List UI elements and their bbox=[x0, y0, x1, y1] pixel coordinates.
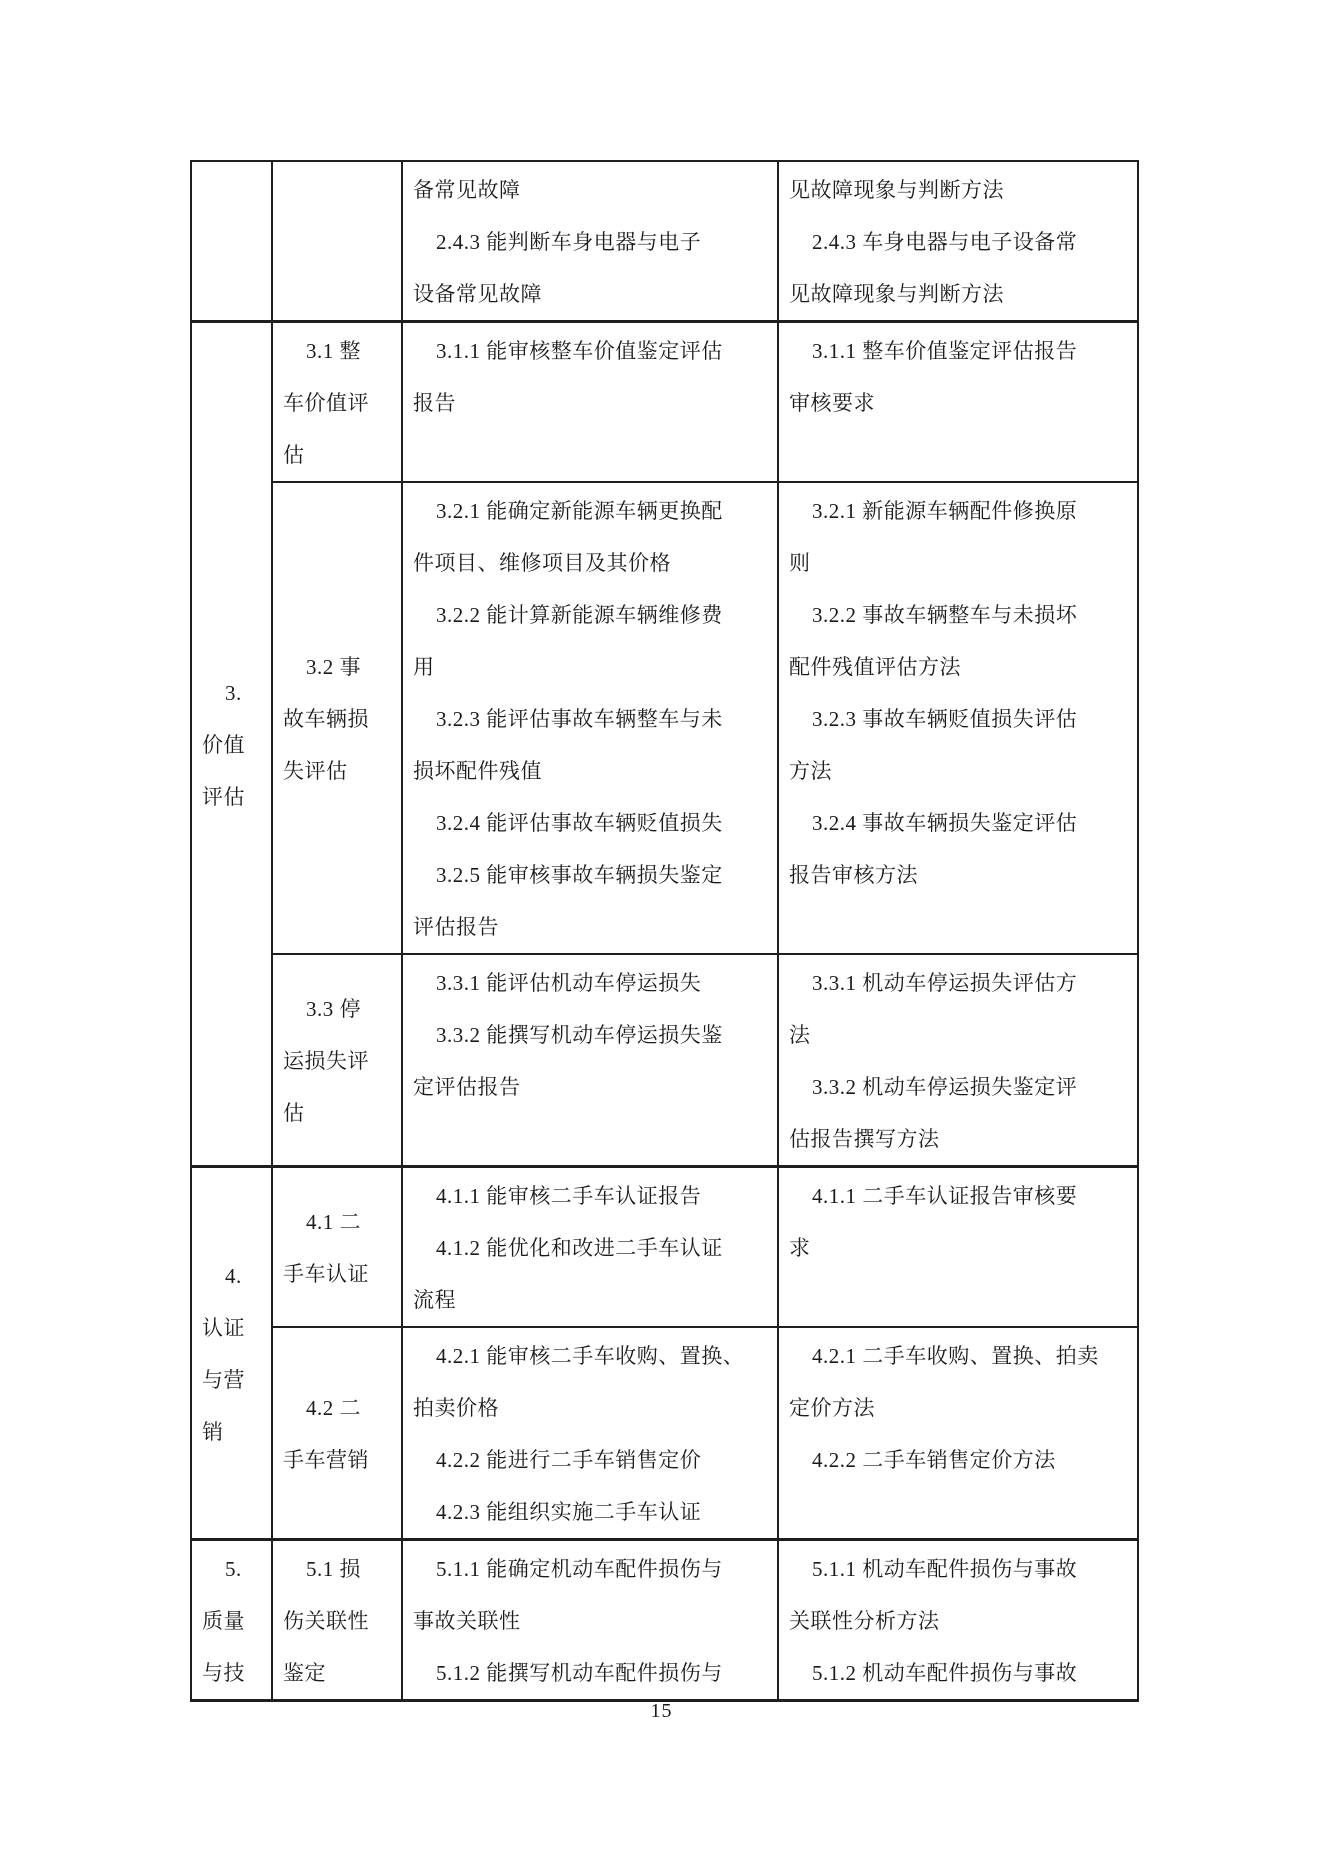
text-line: 3.2.4 事故车辆损失鉴定评估 bbox=[812, 811, 1078, 835]
text-line: 配件残值评估方法 bbox=[789, 655, 961, 679]
table-row bbox=[191, 1540, 1138, 1701]
category-cell bbox=[191, 1167, 272, 1540]
text-line: 价值 bbox=[202, 733, 245, 757]
skill-requirement-cell bbox=[402, 482, 778, 954]
skill-requirement-cell bbox=[402, 161, 778, 322]
work-task-cell bbox=[272, 1327, 402, 1540]
text-line: 见故障现象与判断方法 bbox=[789, 282, 1004, 306]
text-line: 2.4.3 能判断车身电器与电子 bbox=[436, 230, 702, 254]
skill-requirement-cell bbox=[402, 1167, 778, 1328]
text-line: 5.1 损 bbox=[306, 1557, 361, 1581]
text-line: 3.2.1 新能源车辆配件修换原 bbox=[812, 499, 1078, 523]
text-line: 评估 bbox=[202, 785, 245, 809]
text-line: 4.2.3 能组织实施二手车认证 bbox=[436, 1500, 702, 1524]
text-line: 拍卖价格 bbox=[413, 1396, 499, 1420]
text-line: 法 bbox=[789, 1023, 811, 1047]
text-line: 审核要求 bbox=[789, 391, 875, 415]
text-line: 车价值评 bbox=[283, 391, 369, 415]
text-line: 4.2.1 二手车收购、置换、拍卖 bbox=[812, 1344, 1099, 1368]
text-line: 3.2.3 事故车辆贬值损失评估 bbox=[812, 707, 1078, 731]
text-line: 定价方法 bbox=[789, 1396, 875, 1420]
text-line: 报告 bbox=[413, 391, 456, 415]
text-line: 估 bbox=[283, 443, 305, 467]
skill-requirement-cell bbox=[402, 1327, 778, 1540]
text-line: 定评估报告 bbox=[413, 1075, 521, 1099]
text-line: 运损失评 bbox=[283, 1049, 369, 1073]
text-line: 失评估 bbox=[283, 759, 348, 783]
skill-requirement-cell bbox=[402, 954, 778, 1167]
table-row bbox=[191, 322, 1138, 483]
skill-requirement-cell bbox=[402, 322, 778, 483]
text-line: 4.1.2 能优化和改进二手车认证 bbox=[436, 1236, 723, 1260]
text-line: 伤关联性 bbox=[283, 1609, 369, 1633]
text-line: 3. bbox=[225, 681, 242, 705]
text-line: 3.3.2 机动车停运损失鉴定评 bbox=[812, 1075, 1078, 1099]
text-line: 销 bbox=[202, 1420, 224, 1444]
knowledge-requirement-cell bbox=[778, 1327, 1138, 1540]
text-line: 3.2.2 能计算新能源车辆维修费 bbox=[436, 603, 723, 627]
text-line: 求 bbox=[789, 1236, 811, 1260]
category-cell bbox=[191, 322, 272, 1167]
text-line: 4. bbox=[225, 1264, 242, 1288]
text-line: 5.1.1 能确定机动车配件损伤与 bbox=[436, 1557, 723, 1581]
text-line: 4.1.1 二手车认证报告审核要 bbox=[812, 1184, 1078, 1208]
category-cell bbox=[191, 1540, 272, 1701]
text-line: 4.2.2 二手车销售定价方法 bbox=[812, 1448, 1056, 1472]
text-line: 4.2 二 bbox=[306, 1396, 361, 1420]
text-line: 3.2.3 能评估事故车辆整车与未 bbox=[436, 707, 723, 731]
work-task-cell bbox=[272, 482, 402, 954]
knowledge-requirement-cell bbox=[778, 482, 1138, 954]
text-line: 3.3.2 能撰写机动车停运损失鉴 bbox=[436, 1023, 723, 1047]
text-line: 流程 bbox=[413, 1288, 456, 1312]
text-line: 5.1.2 能撰写机动车配件损伤与 bbox=[436, 1661, 723, 1685]
knowledge-requirement-cell bbox=[778, 1540, 1138, 1701]
text-line: 3.2.5 能审核事故车辆损失鉴定 bbox=[436, 863, 723, 887]
skill-requirement-cell bbox=[402, 1540, 778, 1701]
text-line: 4.2.2 能进行二手车销售定价 bbox=[436, 1448, 702, 1472]
table-row bbox=[191, 954, 1138, 1167]
text-line: 设备常见故障 bbox=[413, 282, 542, 306]
text-line: 件项目、维修项目及其价格 bbox=[413, 551, 671, 575]
text-line: 3.1 整 bbox=[306, 339, 361, 363]
text-line: 故车辆损 bbox=[283, 707, 369, 731]
work-task-cell bbox=[272, 954, 402, 1167]
text-line: 3.3.1 能评估机动车停运损失 bbox=[436, 971, 702, 995]
text-line: 5.1.1 机动车配件损伤与事故 bbox=[812, 1557, 1078, 1581]
work-task-cell bbox=[272, 1540, 402, 1701]
knowledge-requirement-cell bbox=[778, 954, 1138, 1167]
text-line: 鉴定 bbox=[283, 1661, 326, 1685]
knowledge-requirement-cell bbox=[778, 161, 1138, 322]
text-line: 手车营销 bbox=[283, 1448, 369, 1472]
knowledge-requirement-cell bbox=[778, 322, 1138, 483]
text-line: 3.2.4 能评估事故车辆贬值损失 bbox=[436, 811, 723, 835]
text-line: 5.1.2 机动车配件损伤与事故 bbox=[812, 1661, 1078, 1685]
text-line: 报告审核方法 bbox=[789, 863, 918, 887]
page-number: 15 bbox=[650, 1700, 673, 1722]
table-row bbox=[191, 1327, 1138, 1540]
text-line: 2.4.3 车身电器与电子设备常 bbox=[812, 230, 1078, 254]
text-line: 3.3.1 机动车停运损失评估方 bbox=[812, 971, 1078, 995]
text-line: 评估报告 bbox=[413, 915, 499, 939]
text-line: 关联性分析方法 bbox=[789, 1609, 940, 1633]
text-line: 3.1.1 能审核整车价值鉴定评估 bbox=[436, 339, 723, 363]
text-line: 认证 bbox=[202, 1316, 245, 1340]
text-line: 与营 bbox=[202, 1368, 245, 1392]
text-line: 3.2.1 能确定新能源车辆更换配 bbox=[436, 499, 723, 523]
text-line: 见故障现象与判断方法 bbox=[789, 178, 1004, 202]
work-task-cell bbox=[272, 1167, 402, 1328]
table-row bbox=[191, 482, 1138, 954]
text-line: 4.2.1 能审核二手车收购、置换、 bbox=[436, 1344, 745, 1368]
text-line: 方法 bbox=[789, 759, 832, 783]
work-task-cell bbox=[272, 161, 402, 322]
text-line: 备常见故障 bbox=[413, 178, 521, 202]
text-line: 3.2 事 bbox=[306, 655, 361, 679]
text-line: 4.1 二 bbox=[306, 1210, 361, 1234]
text-line: 事故关联性 bbox=[413, 1609, 521, 1633]
text-line: 则 bbox=[789, 551, 811, 575]
text-line: 用 bbox=[413, 655, 435, 679]
text-line: 5. bbox=[225, 1557, 242, 1581]
text-line: 估报告撰写方法 bbox=[789, 1127, 940, 1151]
work-task-cell bbox=[272, 322, 402, 483]
text-line: 损坏配件残值 bbox=[413, 759, 542, 783]
text-line: 估 bbox=[283, 1101, 305, 1125]
text-line: 3.1.1 整车价值鉴定评估报告 bbox=[812, 339, 1078, 363]
category-cell bbox=[191, 161, 272, 322]
table-row bbox=[191, 161, 1138, 322]
text-line: 与技 bbox=[202, 1661, 245, 1685]
text-line: 3.3 停 bbox=[306, 997, 361, 1021]
text-line: 3.2.2 事故车辆整车与未损坏 bbox=[812, 603, 1078, 627]
knowledge-requirement-cell bbox=[778, 1167, 1138, 1328]
occupational-skill-table bbox=[190, 160, 1139, 1702]
table-row bbox=[191, 1167, 1138, 1328]
text-line: 手车认证 bbox=[283, 1262, 369, 1286]
text-line: 4.1.1 能审核二手车认证报告 bbox=[436, 1184, 702, 1208]
text-line: 质量 bbox=[202, 1609, 245, 1633]
